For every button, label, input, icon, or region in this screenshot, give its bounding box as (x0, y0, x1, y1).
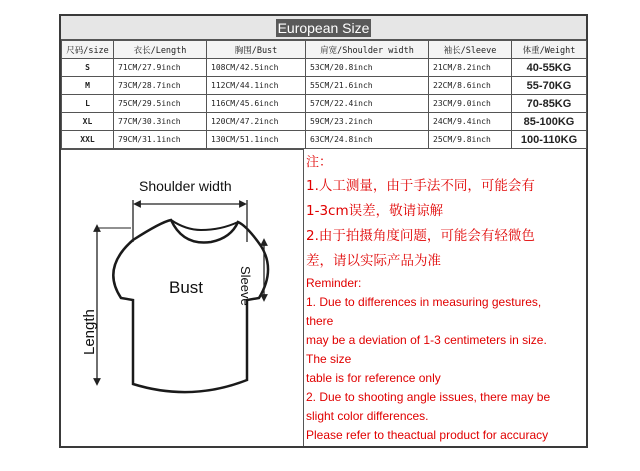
note-en-line: table is for reference only (306, 371, 441, 385)
note-zh-line: 差，请以实际产品为准 (306, 253, 441, 269)
table-row (62, 113, 587, 131)
tshirt-shape (113, 220, 268, 392)
size-chart-title: European Size (277, 19, 370, 36)
sleeve-label: Sleeve (238, 266, 253, 306)
size-cell: L (62, 95, 114, 113)
bust-cell: 112CM/44.1inch (207, 77, 306, 95)
note-en-line: Please refer to theactual product for accuracy (306, 428, 549, 442)
table-header-row (62, 41, 587, 59)
length-cell: 77CM/30.3inch (114, 113, 207, 131)
collar-shape (171, 220, 238, 230)
length-cell: 71CM/27.9inch (114, 59, 207, 77)
shoulder-cell: 57CM/22.4inch (306, 95, 429, 113)
sleeve-cell: 21CM/8.2inch (429, 59, 512, 77)
sleeve-cell: 23CM/9.0inch (429, 95, 512, 113)
bust-cell: 130CM/51.1inch (207, 131, 306, 149)
weight-cell: 40-55KG (512, 59, 587, 77)
note-en-line: there (306, 314, 334, 328)
table-row (62, 59, 587, 77)
shoulder-cell: 55CM/21.6inch (306, 77, 429, 95)
size-cell: M (62, 77, 114, 95)
note-en-line: 2. Due to shooting angle issues, there may be (306, 390, 551, 404)
size-cell: S (62, 59, 114, 77)
note-en-line: The size (306, 352, 352, 366)
length-cell: 73CM/28.7inch (114, 77, 207, 95)
table-row (62, 131, 587, 149)
shoulder-width-label: Shoulder width (139, 178, 232, 194)
header-length: 衣长/Length (114, 41, 207, 59)
header-size: 尺码/size (62, 41, 114, 59)
note-heading-zh: 注： (306, 155, 333, 170)
title-band (61, 16, 586, 40)
sleeve-cell: 24CM/9.4inch (429, 113, 512, 131)
shoulder-cell: 63CM/24.8inch (306, 131, 429, 149)
note-en-line: may be a deviation of 1-3 centimeters in size. (306, 333, 547, 347)
table-row (62, 95, 587, 113)
weight-cell: 55-70KG (512, 77, 587, 95)
header-bust: 胸围/Bust (207, 41, 306, 59)
note-en-line: 1. Due to differences in measuring gestures, (306, 295, 542, 309)
tshirt-outline (61, 150, 304, 447)
length-cell: 75CM/29.5inch (114, 95, 207, 113)
size-table (61, 40, 587, 149)
size-cell: XL (62, 113, 114, 131)
sleeve-cell: 22CM/8.6inch (429, 77, 512, 95)
shoulder-cell: 53CM/20.8inch (306, 59, 429, 77)
note-zh-line: 1.人工测量，由于手法不同，可能会有 (306, 178, 535, 194)
note-en-line: slight color differences. (306, 409, 429, 423)
sleeve-cell: 25CM/9.8inch (429, 131, 512, 149)
header-shoulder-width: 肩宽/Shoulder width (306, 41, 429, 59)
note-zh-line: 1-3cm误差，敬请谅解 (306, 203, 444, 219)
size-cell: XXL (62, 131, 114, 149)
length-label: Length (81, 309, 98, 355)
bust-cell: 120CM/47.2inch (207, 113, 306, 131)
length-cell: 79CM/31.1inch (114, 131, 207, 149)
tshirt-measurement-diagram (61, 149, 304, 446)
header-weight: 体重/Weight (512, 41, 587, 59)
table-row (62, 77, 587, 95)
bust-cell: 116CM/45.6inch (207, 95, 306, 113)
note-en-line: Reminder: (306, 276, 362, 290)
note-zh-line: 2.由于拍摄角度问题，可能会有轻微色 (306, 228, 535, 244)
measurement-notes (305, 150, 587, 446)
shoulder-cell: 59CM/23.2inch (306, 113, 429, 131)
header-sleeve: 袖长/Sleeve (429, 41, 512, 59)
weight-cell: 85-100KG (512, 113, 587, 131)
weight-cell: 100-110KG (512, 131, 587, 149)
bust-cell: 108CM/42.5inch (207, 59, 306, 77)
bust-label: Bust (169, 278, 204, 297)
weight-cell: 70-85KG (512, 95, 587, 113)
